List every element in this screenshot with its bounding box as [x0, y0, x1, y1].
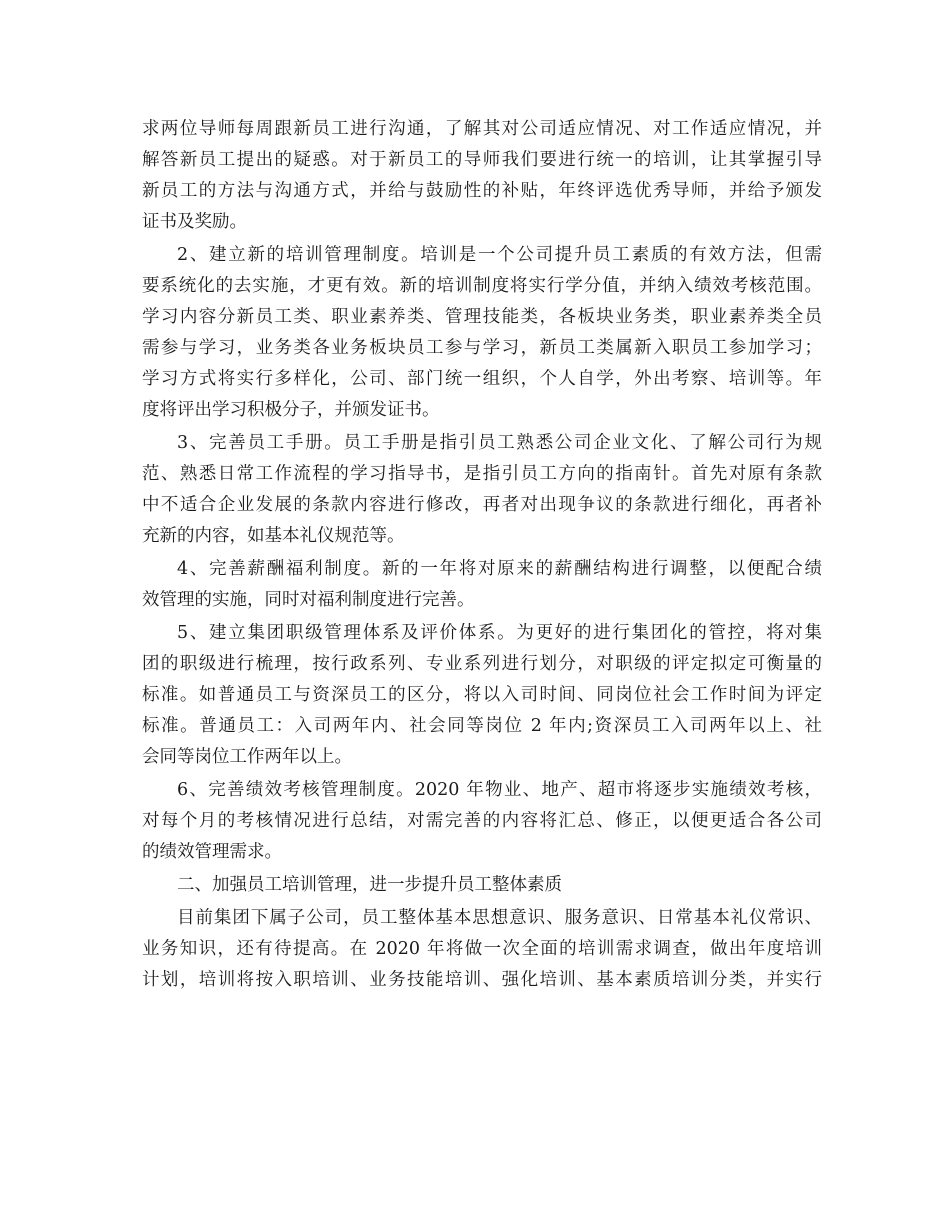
text-line: 度将评出学习积极分子，并颁发证书。	[142, 400, 440, 420]
document-body	[142, 114, 822, 998]
text-line: 要系统化的去实施，才更有效。新的培训制度将实行学分值，并纳入绩效考核范围。	[142, 276, 822, 296]
text-line: 2、建立新的培训管理制度。培训是一个公司提升员工素质的有效方法，但需	[177, 245, 822, 265]
paragraph-item-2	[142, 240, 822, 426]
text-line: 计划，培训将按入职培训、业务技能培训、强化培训、基本素质培训分类，并实行	[142, 970, 822, 990]
text-line: 新员工的方法与沟通方式，并给与鼓励性的补贴，年终评选优秀导师，并给予颁发	[142, 181, 822, 201]
text-line: 充新的内容，如基本礼仪规范等。	[142, 526, 405, 546]
text-line: 需参与学习，业务类各业务板块员工参与学习，新员工类属新入职员工参加学习；	[142, 338, 822, 358]
text-line: 效管理的实施，同时对福利制度进行完善。	[142, 590, 475, 610]
text-line: 4、完善薪酬福利制度。新的一年将对原来的薪酬结构进行调整，以便配合绩	[177, 559, 822, 579]
paragraph-item-5	[142, 618, 822, 773]
paragraph-continued	[142, 114, 822, 238]
text-line: 6、完善绩效考核管理制度。2020 年物业、地产、超市将逐步实施绩效考核，	[177, 780, 822, 800]
text-line: 3、完善员工手册。员工手册是指引员工熟悉公司企业文化、了解公司行为规	[177, 433, 822, 453]
text-line: 求两位导师每周跟新员工进行沟通，了解其对公司适应情况、对工作适应情况，并	[142, 119, 822, 139]
text-line: 证书及奖励。	[142, 212, 247, 232]
text-line: 标准。如普通员工与资深员工的区分，将以入司时间、同岗位社会工作时间为评定	[142, 685, 822, 705]
text-line: 学习内容分新员工类、职业素养类、管理技能类，各板块业务类，职业素养类全员	[142, 307, 822, 327]
text-line: 会同等岗位工作两年以上。	[142, 747, 352, 767]
section-heading-text: 二、加强员工培训管理，进一步提升员工整体素质	[177, 875, 562, 895]
text-line: 标准。普通员工：入司两年内、社会同等岗位 2 年内;资深员工入司两年以上、社	[142, 716, 822, 736]
text-line: 解答新员工提出的疑惑。对于新员工的导师我们要进行统一的培训，让其掌握引导	[142, 150, 822, 170]
text-line: 对每个月的考核情况进行总结，对需完善的内容将汇总、修正，以便更适合各公司	[142, 811, 822, 831]
text-line: 业务知识，还有待提高。在 2020 年将做一次全面的培训需求调查，做出年度培训	[142, 939, 822, 959]
text-line: 学习方式将实行多样化，公司、部门统一组织，个人自学，外出考察、培训等。年	[142, 369, 822, 389]
text-line: 的绩效管理需求。	[142, 842, 282, 862]
paragraph-item-3	[142, 428, 822, 552]
text-line: 团的职级进行梳理，按行政系列、专业系列进行划分，对职级的评定拟定可衡量的	[142, 654, 822, 674]
paragraph-item-6	[142, 775, 822, 868]
paragraph-training	[142, 903, 822, 996]
text-line: 范、熟悉日常工作流程的学习指导书，是指引员工方向的指南针。首先对原有条款	[142, 464, 822, 484]
section-heading-2	[142, 870, 822, 901]
paragraph-item-4	[142, 554, 822, 616]
text-line: 5、建立集团职级管理体系及评价体系。为更好的进行集团化的管控，将对集	[177, 623, 822, 643]
text-line: 目前集团下属子公司，员工整体基本思想意识、服务意识、日常基本礼仪常识、	[177, 908, 822, 928]
text-line: 中不适合企业发展的条款内容进行修改，再者对出现争议的条款进行细化，再者补	[142, 495, 822, 515]
